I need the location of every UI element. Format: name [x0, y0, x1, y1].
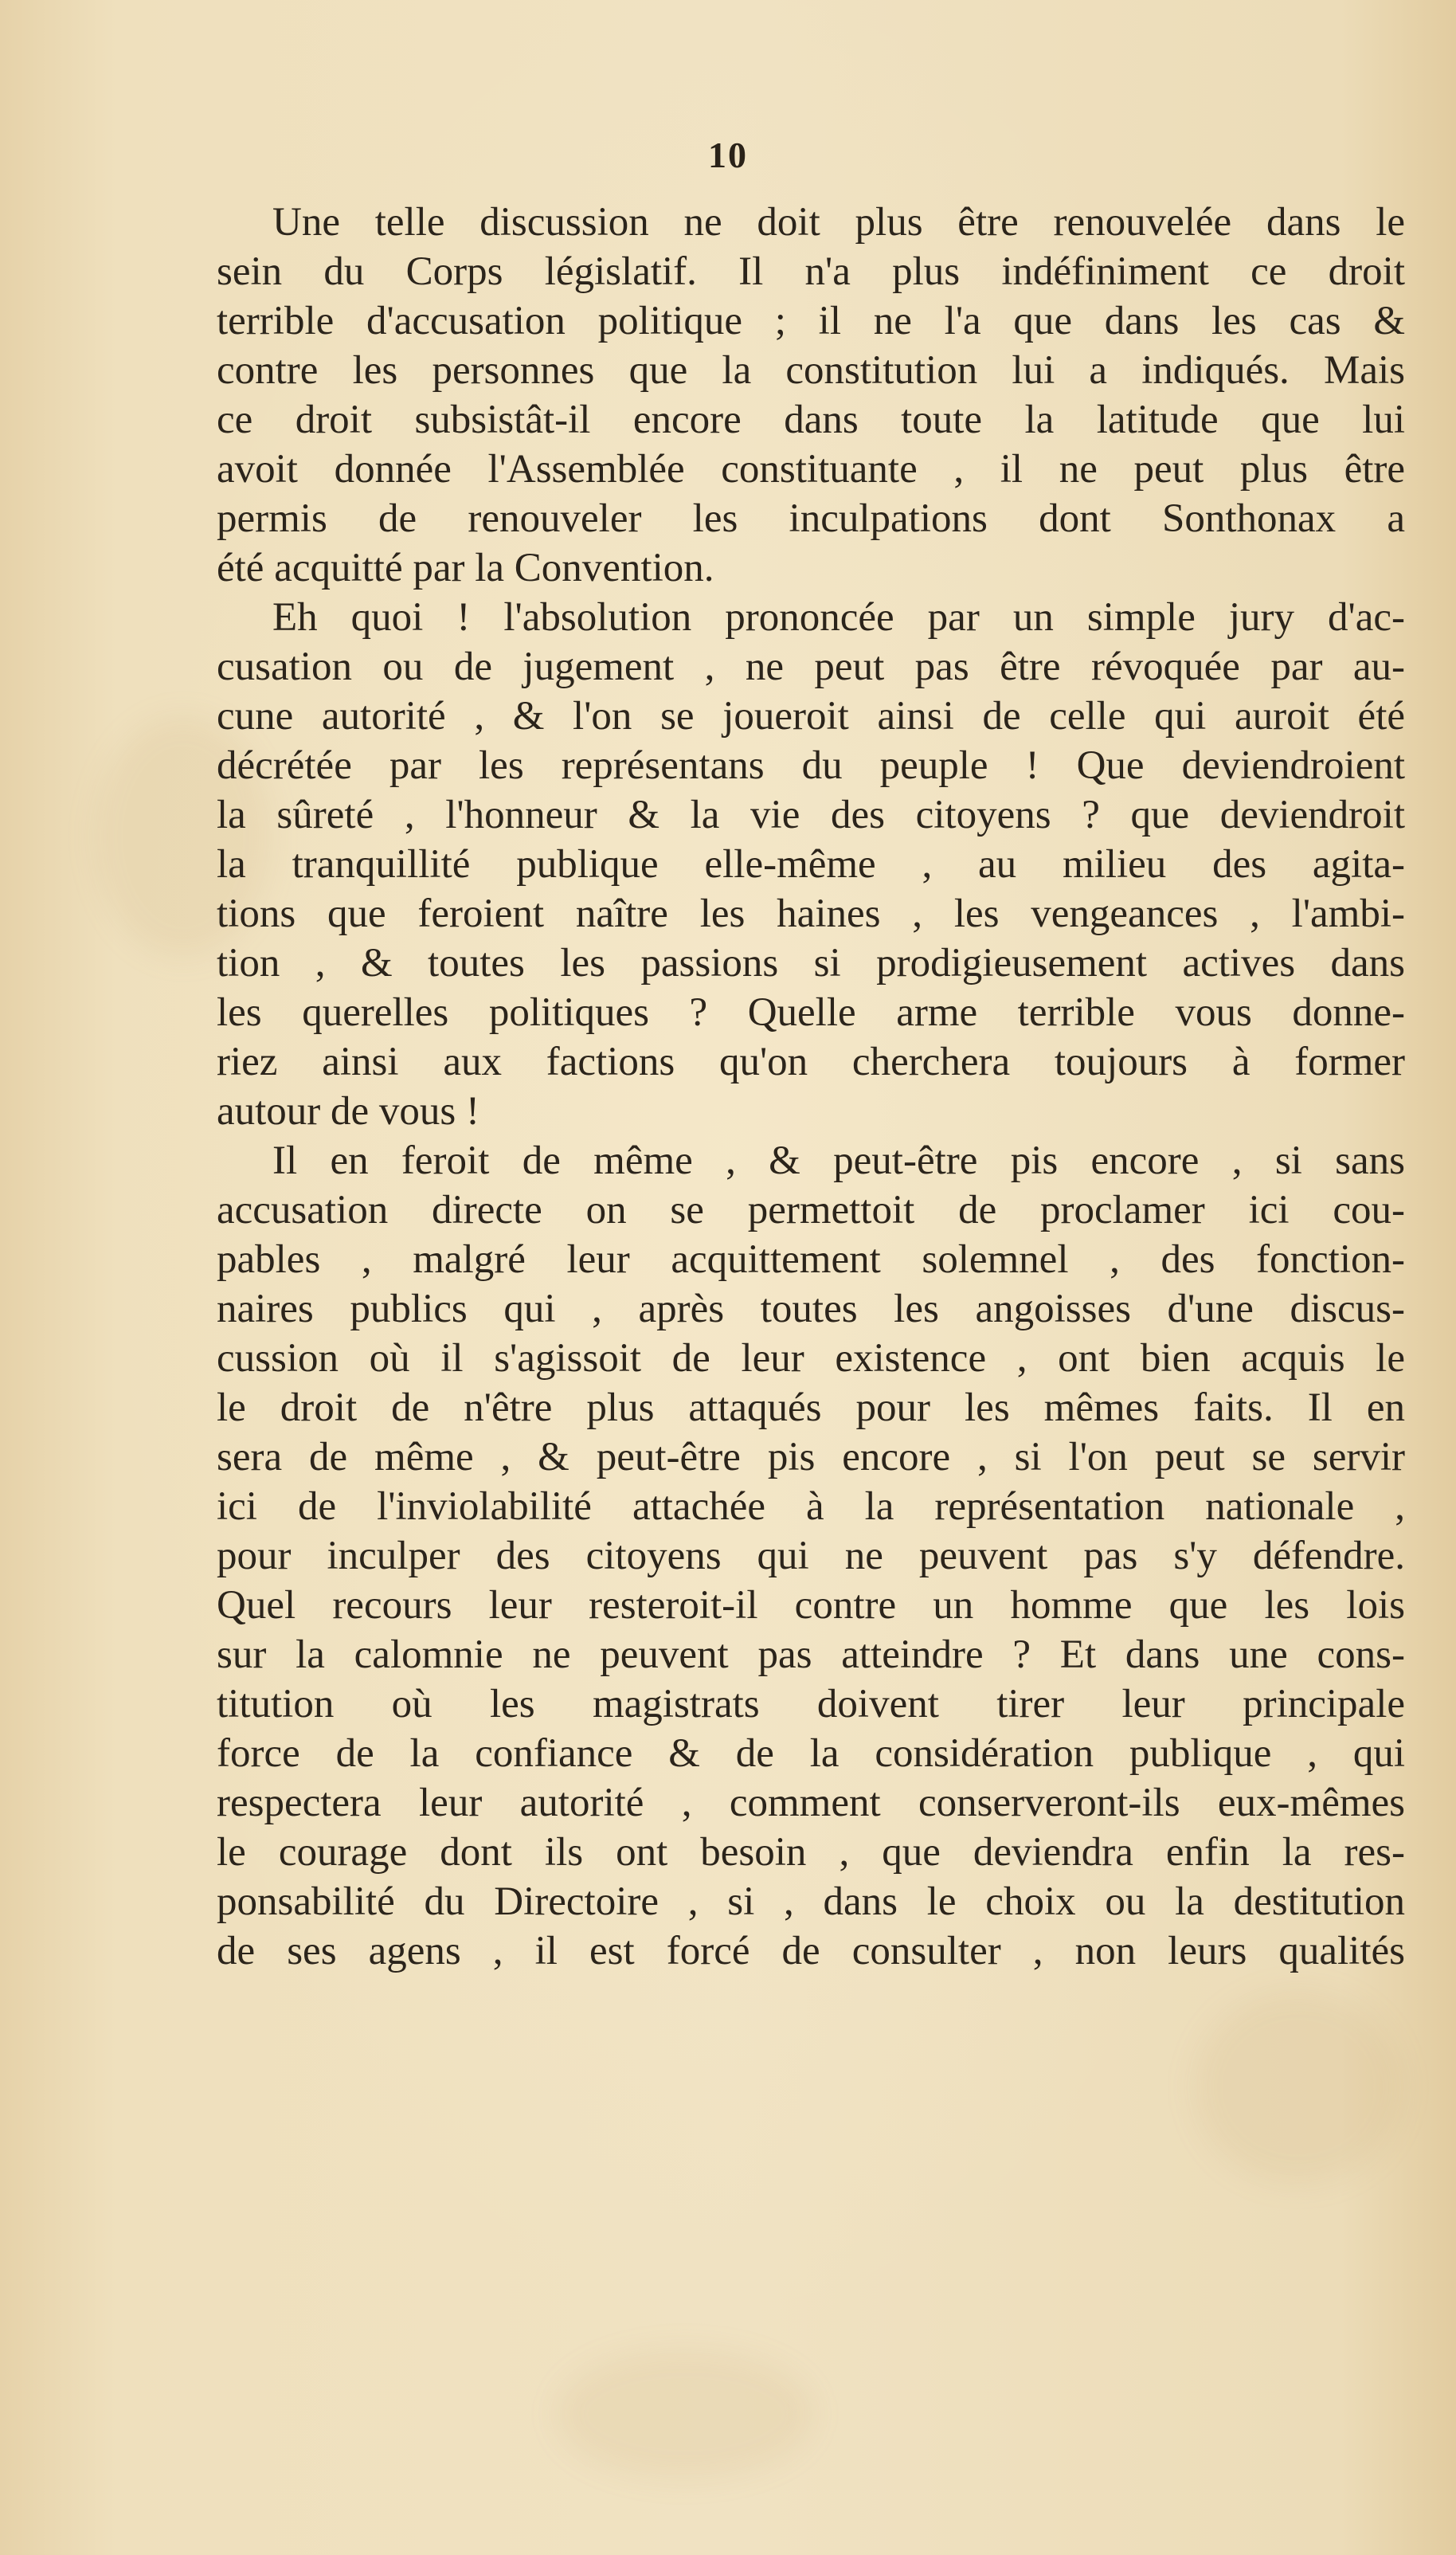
text-line: le courage dont ils ont besoin , que deviendra enfin la res- — [217, 1830, 1405, 1875]
text-line: sein du Corps législatif. Il n'a plus indéfiniment ce droit — [217, 249, 1405, 294]
text-line: tions que feroient naître les haines , les vengeances , l'ambi- — [217, 892, 1405, 936]
text-line: les querelles politiques ? Quelle arme terrible vous donne- — [217, 990, 1405, 1035]
text-line: accusation directe on se permettoit de proclamer ici cou- — [217, 1188, 1405, 1232]
text-line: été acquitté par la Convention. — [217, 546, 714, 590]
text-line: naires publics qui , après toutes les angoisses d'une discus- — [217, 1287, 1405, 1331]
text-line: Il en feroit de même , & peut-être pis encore , si sans — [272, 1138, 1405, 1183]
text-line: le droit de n'être plus attaqués pour les mêmes faits. Il en — [217, 1385, 1405, 1430]
text-line: terrible d'accusation politique ; il ne l'a que dans les cas & — [217, 299, 1405, 343]
text-line: tion , & toutes les passions si prodigieusement actives dans — [217, 941, 1405, 986]
text-line: ponsabilité du Directoire , si , dans le choix ou la destitution — [217, 1879, 1405, 1924]
text-line: avoit donnée l'Assemblée constituante , il ne peut plus être — [217, 447, 1405, 492]
text-line: contre les personnes que la constitution lui a indiqués. Mais — [217, 348, 1405, 393]
text-line: autour de vous ! — [217, 1089, 480, 1134]
text-line: ce droit subsistât-il encore dans toute la latitude que lui — [217, 398, 1405, 442]
text-line: permis de renouveler les inculpations dont Sonthonax a — [217, 496, 1405, 541]
text-line: force de la confiance & de la considération publique , qui — [217, 1731, 1405, 1776]
text-line: décrétée par les représentans du peuple ! Que deviendroient — [217, 743, 1405, 788]
text-line: la sûreté , l'honneur & la vie des citoyens ? que deviendroit — [217, 793, 1405, 837]
page-number: 10 — [708, 135, 748, 175]
text-line: cune autorité , & l'on se joueroit ainsi de celle qui auroit été — [217, 694, 1405, 739]
body-text — [217, 198, 1405, 2110]
text-line: de ses agens , il est forcé de consulter , non leurs qualités — [217, 1929, 1405, 1973]
text-line: respectera leur autorité , comment conserveront-ils eux-mêmes — [217, 1781, 1405, 1825]
text-line: titution où les magistrats doivent tirer leur principale — [217, 1682, 1405, 1726]
text-line: pour inculper des citoyens qui ne peuvent pas s'y défendre. — [217, 1534, 1405, 1578]
text-line: Quel recours leur resteroit-il contre un homme que les lois — [217, 1583, 1405, 1628]
text-line: ici de l'inviolabilité attachée à la représentation nationale , — [217, 1484, 1405, 1529]
text-line: Une telle discussion ne doit plus être renouvelée dans le — [272, 200, 1405, 245]
text-line: la tranquillité publique elle-même , au milieu des agita- — [217, 842, 1405, 887]
text-line: sera de même , & peut-être pis encore , si l'on peut se servir — [217, 1435, 1405, 1479]
text-line: cusation ou de jugement , ne peut pas être révoquée par au- — [217, 645, 1405, 689]
text-line: sur la calomnie ne peuvent pas atteindre ? Et dans une cons- — [217, 1632, 1405, 1677]
text-line: riez ainsi aux factions qu'on cherchera toujours à former — [217, 1040, 1405, 1084]
text-line: pables , malgré leur acquittement solemnel , des fonction- — [217, 1237, 1405, 1282]
paper-stain — [558, 2350, 812, 2478]
text-line: cussion où il s'agissoit de leur existence , ont bien acquis le — [217, 1336, 1405, 1381]
text-line: Eh quoi ! l'absolution prononcée par un simple jury d'ac- — [272, 595, 1405, 640]
